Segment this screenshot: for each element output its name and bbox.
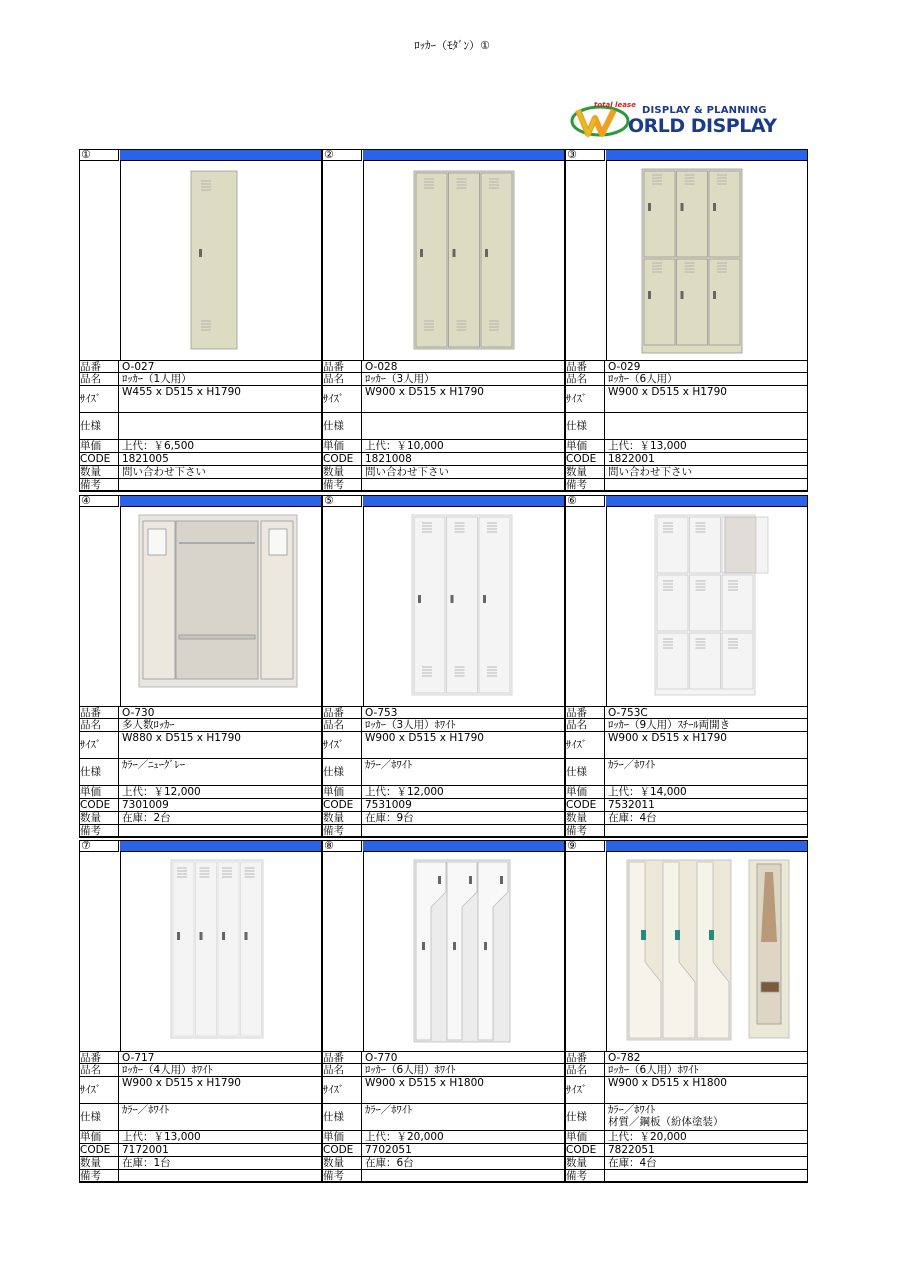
label-item_no: 品番	[79, 361, 119, 372]
product-card	[79, 149, 322, 495]
label-code: CODE	[322, 1144, 362, 1156]
row-item_no	[565, 1052, 808, 1064]
row-size	[79, 1077, 322, 1104]
value-spec	[363, 759, 565, 785]
value-spec	[606, 759, 808, 785]
value-remarks	[363, 1170, 565, 1181]
row-name	[322, 373, 565, 386]
value-name: ﾛｯｶｰ（6人用）ﾎﾜｲﾄ	[608, 1064, 699, 1076]
value-size: W900 x D515 x H1790	[122, 1077, 241, 1089]
row-size	[565, 386, 808, 413]
product-number: ⑦	[79, 840, 119, 852]
label-spec: 仕様	[322, 1104, 362, 1130]
w-logo-icon	[570, 104, 630, 138]
value-spec	[363, 413, 565, 439]
value-qty: 問い合わせ下さい	[122, 466, 206, 478]
label-size: ｻｲｽﾞ	[565, 1077, 605, 1103]
label-size: ｻｲｽﾞ	[322, 1077, 362, 1103]
row-code	[565, 799, 808, 812]
row-code	[79, 453, 322, 466]
value-spec	[363, 1104, 565, 1130]
value-remarks	[606, 1170, 808, 1181]
row-qty	[565, 466, 808, 479]
label-price: 単価	[322, 440, 362, 452]
header-bar	[606, 495, 808, 507]
row-price	[565, 1131, 808, 1144]
value-size: W900 x D515 x H1790	[608, 732, 727, 744]
value-item_no: O-730	[122, 707, 155, 718]
label-spec: 仕様	[79, 413, 119, 439]
row-size	[322, 1077, 565, 1104]
value-qty: 在庫：1台	[122, 1157, 171, 1169]
label-item_no: 品番	[79, 707, 119, 718]
value-item_no: O-770	[365, 1052, 398, 1063]
logo-tagline: total lease	[594, 101, 636, 109]
row-name	[322, 1064, 565, 1077]
value-item_no: O-029	[608, 361, 641, 372]
row-remarks	[79, 825, 322, 837]
product-card	[565, 840, 808, 1186]
label-item_no: 品番	[322, 707, 362, 718]
product-photo	[120, 161, 322, 361]
label-item_no: 品番	[322, 361, 362, 372]
value-code: 1821005	[122, 453, 169, 465]
row-code	[322, 453, 565, 466]
row-name	[565, 719, 808, 732]
value-spec	[606, 413, 808, 439]
value-item_no: O-782	[608, 1052, 641, 1063]
value-remarks	[363, 479, 565, 490]
logo-wordmark: ORLD DISPLAY	[628, 115, 777, 137]
row-size	[79, 732, 322, 759]
label-remarks: 備考	[322, 1170, 362, 1181]
label-spec: 仕様	[565, 413, 605, 439]
row-spec	[565, 413, 808, 440]
value-name: ﾛｯｶｰ（1人用）	[122, 373, 192, 385]
label-spec: 仕様	[322, 759, 362, 785]
label-name: 品名	[79, 373, 119, 385]
row-item_no	[322, 361, 565, 373]
value-item_no: O-753	[365, 707, 398, 718]
row-item_no	[79, 707, 322, 719]
row-size	[565, 732, 808, 759]
row-price	[79, 1131, 322, 1144]
label-name: 品名	[322, 719, 362, 731]
label-spec: 仕様	[79, 759, 119, 785]
value-name: ﾛｯｶｰ（3人用）	[365, 373, 435, 385]
value-name: ﾛｯｶｰ（3人用）ﾎﾜｲﾄ	[365, 719, 456, 731]
row-spec	[322, 759, 565, 786]
header-bar	[606, 840, 808, 852]
label-price: 単価	[565, 786, 605, 798]
label-code: CODE	[565, 453, 605, 465]
row-spec	[79, 1104, 322, 1131]
product-number: ④	[79, 495, 119, 507]
row-qty	[565, 1157, 808, 1170]
row-code	[322, 1144, 565, 1157]
value-spec	[120, 1104, 322, 1130]
row-name	[565, 373, 808, 386]
value-spec-line1: ｶﾗｰ／ﾎﾜｲﾄ	[608, 759, 656, 771]
row-item_no	[565, 707, 808, 719]
label-name: 品名	[565, 373, 605, 385]
label-item_no: 品番	[565, 1052, 605, 1063]
label-qty: 数量	[322, 1157, 362, 1169]
row-qty	[322, 812, 565, 825]
product-card	[565, 495, 808, 841]
label-name: 品名	[79, 1064, 119, 1076]
value-code: 7822051	[608, 1144, 655, 1156]
value-spec-line2: 材質／鋼板（紛体塗装）	[608, 1115, 724, 1128]
header-bar	[120, 840, 322, 852]
label-size: ｻｲｽﾞ	[79, 1077, 119, 1103]
product-number: ⑨	[565, 840, 605, 852]
value-qty: 問い合わせ下さい	[365, 466, 449, 478]
value-size: W455 x D515 x H1790	[122, 386, 241, 398]
label-name: 品名	[322, 1064, 362, 1076]
row-qty	[322, 1157, 565, 1170]
row-name	[565, 1064, 808, 1077]
product-photo	[606, 507, 808, 707]
locker-3-door-white-icon	[364, 507, 566, 705]
label-code: CODE	[322, 799, 362, 811]
product-card	[322, 840, 565, 1186]
locker-wardrobe-grey-icon	[121, 507, 323, 705]
value-remarks	[606, 479, 808, 490]
label-price: 単価	[79, 440, 119, 452]
product-photo	[606, 161, 808, 361]
label-item_no: 品番	[565, 707, 605, 718]
logo-subtitle: DISPLAY & PLANNING	[642, 105, 767, 116]
page-title: ﾛｯｶｰ（ﾓﾀﾞﾝ）①	[414, 39, 490, 52]
label-qty: 数量	[565, 466, 605, 478]
value-spec	[120, 759, 322, 785]
value-qty: 在庫：4台	[608, 1157, 657, 1169]
value-size: W900 x D515 x H1790	[365, 732, 484, 744]
label-price: 単価	[79, 1131, 119, 1143]
row-qty	[79, 466, 322, 479]
value-item_no: O-753C	[608, 707, 648, 718]
row-code	[79, 799, 322, 812]
product-photo	[363, 161, 565, 361]
row-remarks	[565, 1170, 808, 1182]
value-item_no: O-717	[122, 1052, 155, 1063]
value-qty: 在庫：9台	[365, 812, 414, 824]
row-qty	[79, 812, 322, 825]
row-code	[565, 453, 808, 466]
row-remarks	[322, 825, 565, 837]
label-price: 単価	[565, 1131, 605, 1143]
row-name	[79, 1064, 322, 1077]
value-size: W900 x D515 x H1790	[608, 386, 727, 398]
product-number: ⑥	[565, 495, 605, 507]
label-price: 単価	[565, 440, 605, 452]
row-size	[565, 1077, 808, 1104]
value-spec-line1: ｶﾗｰ／ﾎﾜｲﾄ	[365, 1104, 413, 1116]
row-remarks	[322, 1170, 565, 1182]
value-code: 7531009	[365, 799, 412, 811]
label-qty: 数量	[79, 466, 119, 478]
value-spec-line1: ｶﾗｰ／ﾎﾜｲﾄ	[122, 1104, 170, 1116]
product-photo	[363, 507, 565, 707]
value-name: ﾛｯｶｰ（9人用）ｽﾁｰﾙ両開き	[608, 719, 731, 731]
product-catalog-grid	[79, 149, 808, 1186]
value-price: 上代：￥20,000	[608, 1131, 687, 1143]
value-code: 7532011	[608, 799, 655, 811]
label-spec: 仕様	[322, 413, 362, 439]
value-qty: 在庫：6台	[365, 1157, 414, 1169]
product-photo	[120, 852, 322, 1052]
value-size: W900 x D515 x H1800	[365, 1077, 484, 1089]
value-size: W900 x D515 x H1800	[608, 1077, 727, 1089]
label-qty: 数量	[322, 466, 362, 478]
label-name: 品名	[79, 719, 119, 731]
row-spec	[79, 413, 322, 440]
value-remarks	[120, 1170, 322, 1181]
label-name: 品名	[322, 373, 362, 385]
value-price: 上代：￥20,000	[365, 1131, 444, 1143]
product-photo	[120, 507, 322, 707]
label-remarks: 備考	[565, 1170, 605, 1181]
label-code: CODE	[565, 799, 605, 811]
header-bar	[363, 840, 565, 852]
locker-z-6-door-white-icon	[364, 852, 566, 1050]
label-remarks: 備考	[79, 1170, 119, 1181]
label-item_no: 品番	[322, 1052, 362, 1063]
row-price	[565, 786, 808, 799]
label-size: ｻｲｽﾞ	[565, 386, 605, 412]
product-photo	[606, 852, 808, 1052]
row-item_no	[322, 1052, 565, 1064]
value-price: 上代：￥13,000	[608, 440, 687, 452]
value-code: 7301009	[122, 799, 169, 811]
label-size: ｻｲｽﾞ	[322, 386, 362, 412]
label-price: 単価	[79, 786, 119, 798]
label-item_no: 品番	[565, 361, 605, 372]
value-item_no: O-027	[122, 361, 155, 372]
label-price: 単価	[322, 1131, 362, 1143]
row-item_no	[565, 361, 808, 373]
value-spec-line1: ｶﾗｰ／ﾆｭｰｸﾞﾚｰ	[122, 759, 185, 771]
row-spec	[565, 1104, 808, 1131]
row-price	[322, 786, 565, 799]
label-item_no: 品番	[79, 1052, 119, 1063]
row-item_no	[79, 1052, 322, 1064]
row-remarks	[565, 825, 808, 837]
label-size: ｻｲｽﾞ	[79, 386, 119, 412]
row-remarks	[322, 479, 565, 491]
value-qty: 在庫：2台	[122, 812, 171, 824]
row-name	[79, 373, 322, 386]
row-remarks	[79, 479, 322, 491]
value-code: 1821008	[365, 453, 412, 465]
product-number: ②	[322, 149, 362, 161]
header-bar	[363, 149, 565, 161]
locker-6-door-beige-icon	[607, 161, 809, 359]
value-spec	[120, 413, 322, 439]
value-name: ﾛｯｶｰ（6人用）	[608, 373, 678, 385]
header-bar	[363, 495, 565, 507]
label-spec: 仕様	[79, 1104, 119, 1130]
value-code: 1822001	[608, 453, 655, 465]
row-spec	[79, 759, 322, 786]
value-name: 多人数ﾛｯｶｰ	[122, 719, 175, 731]
row-qty	[79, 1157, 322, 1170]
row-price	[322, 440, 565, 453]
company-logo	[570, 100, 806, 140]
product-card	[565, 149, 808, 495]
product-card	[79, 840, 322, 1186]
label-remarks: 備考	[79, 479, 119, 490]
row-name	[322, 719, 565, 732]
value-price: 上代：￥6,500	[122, 440, 195, 452]
value-remarks	[120, 479, 322, 490]
row-price	[79, 786, 322, 799]
value-name: ﾛｯｶｰ（6人用）ﾎﾜｲﾄ	[365, 1064, 456, 1076]
label-remarks: 備考	[322, 825, 362, 836]
product-number: ⑧	[322, 840, 362, 852]
value-code: 7702051	[365, 1144, 412, 1156]
header-bar	[120, 149, 322, 161]
label-qty: 数量	[565, 812, 605, 824]
label-code: CODE	[79, 799, 119, 811]
locker-z-6-door-cream-icon	[607, 852, 809, 1050]
label-price: 単価	[322, 786, 362, 798]
label-remarks: 備考	[565, 479, 605, 490]
value-qty: 在庫：4台	[608, 812, 657, 824]
value-remarks	[363, 825, 565, 836]
label-name: 品名	[565, 719, 605, 731]
locker-4-door-white-icon	[121, 852, 323, 1050]
row-price	[79, 440, 322, 453]
product-number: ⑤	[322, 495, 362, 507]
row-code	[79, 1144, 322, 1157]
label-code: CODE	[79, 1144, 119, 1156]
row-remarks	[565, 479, 808, 491]
label-spec: 仕様	[565, 1104, 605, 1130]
product-photo	[363, 852, 565, 1052]
row-size	[322, 386, 565, 413]
value-item_no: O-028	[365, 361, 398, 372]
row-qty	[322, 466, 565, 479]
value-price: 上代：￥12,000	[122, 786, 201, 798]
value-spec-line1: ｶﾗｰ／ﾎﾜｲﾄ	[608, 1104, 656, 1116]
value-price: 上代：￥14,000	[608, 786, 687, 798]
row-code	[322, 799, 565, 812]
value-name: ﾛｯｶｰ（4人用）ﾎﾜｲﾄ	[122, 1064, 213, 1076]
value-size: W880 x D515 x H1790	[122, 732, 241, 744]
row-spec	[322, 1104, 565, 1131]
row-qty	[565, 812, 808, 825]
product-card	[322, 149, 565, 495]
product-number: ③	[565, 149, 605, 161]
row-remarks	[79, 1170, 322, 1182]
header-bar	[606, 149, 808, 161]
label-name: 品名	[565, 1064, 605, 1076]
product-number: ①	[79, 149, 119, 161]
label-size: ｻｲｽﾞ	[322, 732, 362, 758]
value-code: 7172001	[122, 1144, 169, 1156]
product-card	[322, 495, 565, 841]
label-code: CODE	[565, 1144, 605, 1156]
value-price: 上代：￥12,000	[365, 786, 444, 798]
row-name	[79, 719, 322, 732]
label-code: CODE	[79, 453, 119, 465]
value-price: 上代：￥10,000	[365, 440, 444, 452]
label-size: ｻｲｽﾞ	[565, 732, 605, 758]
label-qty: 数量	[79, 1157, 119, 1169]
row-spec	[565, 759, 808, 786]
value-remarks	[120, 825, 322, 836]
row-price	[322, 1131, 565, 1144]
locker-3-door-beige-icon	[364, 161, 566, 359]
label-qty: 数量	[565, 1157, 605, 1169]
label-remarks: 備考	[565, 825, 605, 836]
value-spec-line1: ｶﾗｰ／ﾎﾜｲﾄ	[365, 759, 413, 771]
row-size	[79, 386, 322, 413]
value-price: 上代：￥13,000	[122, 1131, 201, 1143]
label-size: ｻｲｽﾞ	[79, 732, 119, 758]
value-spec	[606, 1104, 808, 1130]
locker-9-door-white-icon	[607, 507, 809, 705]
locker-1-door-beige-icon	[121, 161, 323, 359]
label-qty: 数量	[79, 812, 119, 824]
row-item_no	[322, 707, 565, 719]
product-card	[79, 495, 322, 841]
label-remarks: 備考	[322, 479, 362, 490]
row-code	[565, 1144, 808, 1157]
label-qty: 数量	[322, 812, 362, 824]
value-remarks	[606, 825, 808, 836]
row-spec	[322, 413, 565, 440]
value-size: W900 x D515 x H1790	[365, 386, 484, 398]
label-code: CODE	[322, 453, 362, 465]
value-qty: 問い合わせ下さい	[608, 466, 692, 478]
row-price	[565, 440, 808, 453]
label-remarks: 備考	[79, 825, 119, 836]
label-spec: 仕様	[565, 759, 605, 785]
header-bar	[120, 495, 322, 507]
row-item_no	[79, 361, 322, 373]
row-size	[322, 732, 565, 759]
